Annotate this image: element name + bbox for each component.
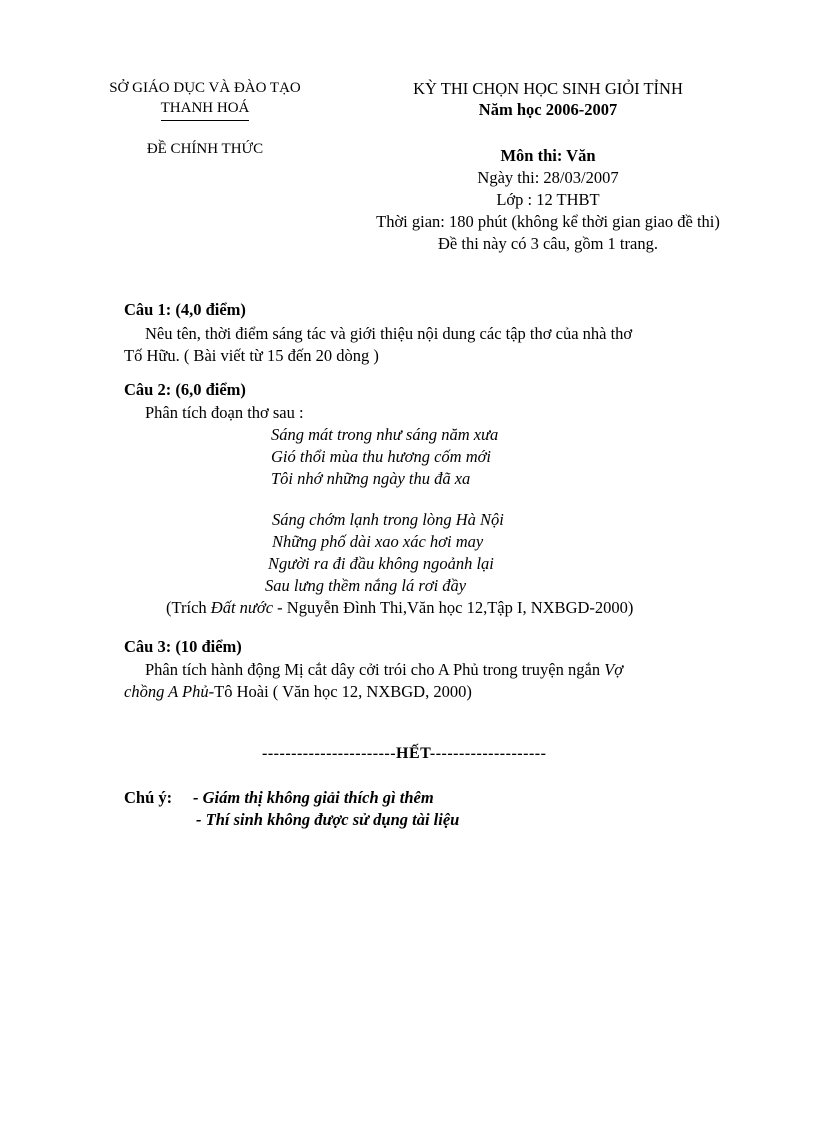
question-1-title: Câu 1: (4,0 điểm) [124,300,246,319]
official-label: ĐỀ CHÍNH THỨC [146,141,264,157]
note-label: Chú ý: [124,788,173,807]
poem-line: Sáng mát trong như sáng năm xưa [271,425,499,444]
question-3-line-2 [124,681,472,703]
note-item-1 [193,788,434,808]
end-marker: -----------------------HẾT-------------------- [262,745,547,762]
school-year: Năm học 2006-2007 [478,100,618,119]
exam-pages: Đề thi này có 3 câu, gồm 1 trang. [438,234,658,253]
org-province: THANH HOÁ [161,98,250,121]
poem-line: Những phố dài xao xác hơi may [272,532,484,551]
exam-info [330,145,766,255]
poem-source [166,597,633,619]
question-3-italic-1: Vợ [604,660,624,679]
issuing-authority [80,78,330,121]
question-2-title: Câu 2: (6,0 điểm) [124,380,246,399]
poem-source-prefix: (Trích [166,598,211,617]
question-1-line-2: Tố Hữu. ( Bài viết từ 15 đến 20 dòng ) [124,346,379,365]
exam-date: Ngày thi: 28/03/2007 [477,168,619,187]
question-3-italic-2: chồng A Phủ [124,682,209,701]
exam-subject: Môn thi: Văn [500,146,596,165]
note-item-2-text: - Thí sinh không được sử dụng tài liệu [196,810,460,829]
question-1-line-1: Nêu tên, thời điểm sáng tác và giới thiệu nội dung các tập thơ của nhà thơ [145,324,633,343]
poem-source-title: Đất nước [210,598,274,617]
poem-line: Tôi nhớ những ngày thu đã xa [271,469,471,488]
exam-grade: Lớp : 12 THBT [496,190,600,209]
question-3-text-2: -Tô Hoài ( Văn học 12, NXBGD, 2000) [208,682,472,701]
note-item-2 [196,810,459,830]
org-name: SỞ GIÁO DỤC VÀ ĐÀO TẠO [109,80,301,96]
question-3-title: Câu 3: (10 điểm) [124,637,242,656]
question-3-text-1: Phân tích hành động Mị cắt dây cởi trói cho A Phủ trong truyện ngắn [145,660,605,679]
poem-source-rest: - Nguyễn Đình Thi,Văn học 12,Tập I, NXBGD-2000) [273,598,634,617]
poem-line: Người ra đi đầu không ngoảnh lại [268,554,494,573]
exam-header [330,78,766,120]
question-2-intro: Phân tích đoạn thơ sau : [145,403,304,422]
exam-title: KỲ THI CHỌN HỌC SINH GIỎI TỈNH [413,79,683,98]
poem-line: Sau lưng thềm nắng lá rơi đầy [265,576,467,595]
poem-line: Gió thổi mùa thu hương cốm mới [271,447,492,466]
question-3-line-1 [145,659,623,681]
note-item-1-text: - Giám thị không giải thích gì thêm [193,788,434,807]
poem-line: Sáng chớm lạnh trong lòng Hà Nội [272,510,504,529]
exam-duration: Thời gian: 180 phút (không kể thời gian giao đề thi) [376,212,720,231]
